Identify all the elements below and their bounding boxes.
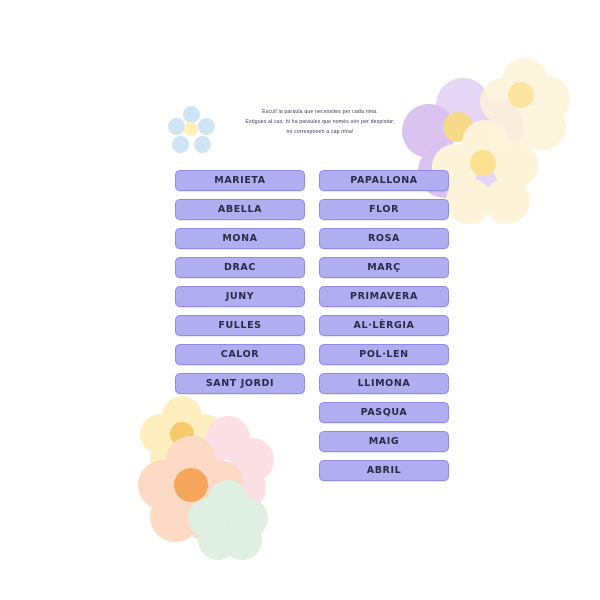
instruction-line-3: no corresponen a cap rima! — [286, 128, 354, 135]
word-card[interactable] — [319, 315, 449, 336]
word-label: LLIMONA — [357, 377, 411, 389]
instructions-text — [205, 108, 435, 138]
word-card[interactable] — [175, 373, 305, 394]
word-label: ABELLA — [217, 203, 263, 215]
word-label: PRIMAVERA — [350, 290, 418, 302]
word-label: PAPALLONA — [350, 174, 418, 186]
word-card[interactable] — [319, 373, 449, 394]
word-card[interactable] — [319, 431, 449, 452]
word-card[interactable] — [175, 286, 305, 307]
instruction-line-1: Escull la paraula que necessites per cada rima. — [262, 109, 378, 115]
flower-mint-icon — [188, 480, 268, 560]
word-card[interactable] — [175, 315, 305, 336]
word-card[interactable] — [319, 460, 449, 481]
word-label: MAIG — [368, 435, 400, 447]
word-label: JUNY — [225, 290, 255, 302]
word-label: FULLES — [218, 319, 262, 331]
word-label: SANT JORDI — [205, 377, 275, 389]
word-card[interactable] — [175, 344, 305, 365]
word-card[interactable] — [319, 344, 449, 365]
word-card[interactable] — [319, 257, 449, 278]
word-columns — [175, 170, 465, 481]
word-label: ROSA — [368, 232, 400, 244]
left-column — [175, 170, 305, 481]
word-label: AL·LÈRGIA — [353, 319, 415, 331]
word-label: POL·LEN — [359, 348, 409, 360]
right-column — [319, 170, 449, 481]
worksheet-sheet — [30, 28, 570, 572]
flower-cream-small-icon — [480, 58, 570, 148]
word-card[interactable] — [319, 199, 449, 220]
word-label: MARIETA — [214, 174, 266, 186]
word-card[interactable] — [175, 199, 305, 220]
word-card[interactable] — [175, 228, 305, 249]
word-card[interactable] — [175, 170, 305, 191]
word-card[interactable] — [175, 257, 305, 278]
word-card[interactable] — [319, 402, 449, 423]
word-label: MONA — [222, 232, 258, 244]
word-label: FLOR — [369, 203, 399, 215]
word-label: ABRIL — [366, 464, 402, 476]
instruction-line-2: Estigues al cas: hi ha paraules que només són per despistar; — [245, 118, 395, 125]
word-card[interactable] — [319, 228, 449, 249]
word-label: DRAC — [224, 261, 256, 273]
word-label: PASQUA — [360, 406, 408, 418]
word-label: CALOR — [220, 348, 260, 360]
word-card[interactable] — [319, 286, 449, 307]
word-card[interactable] — [319, 170, 449, 191]
word-label: MARÇ — [367, 261, 401, 273]
